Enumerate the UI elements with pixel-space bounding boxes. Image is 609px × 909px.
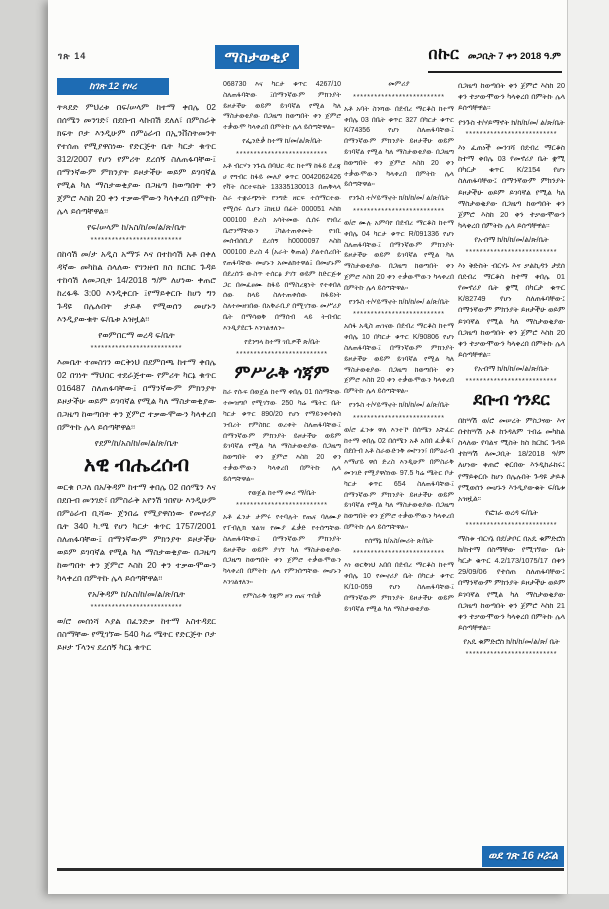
office-signature: የወምበርማ ወረዳ ፍ/ቤት: [98, 330, 175, 340]
text-column-1: [57, 101, 216, 865]
issue-date: መጋቢት 7 ቀን 2018 ዓ.ም: [467, 51, 561, 62]
office-signature: የንጉስ ተ/ሃይማኖት ክ/ከ/ከ/መ/ ል/ጽ/ቤት: [458, 117, 565, 127]
notice-paragraph: አቶ ብርሃን ንጉሴ በባህር ዳር ከተማ ከፋይ ደረጃ ሀ የግብር ከፋይ መለያ ቁጥር 0042062426 የቫት ሰርተፍኬት 13335130013 በጠቅላላ ስራ ተቋራጭነት የንግድ ዘርፍ ተሰማርተው የሚሰሩ ሲሆን ፤ከዚህ በፊት 000051 እስከ 000100 ድረስ አሳትመው ሲሰሩ የነበረ ቤሮንማቸውን ፤ካልተጠቀመት የገቢ መሰብሰቢያ ደረሰኝ h0000097 እስከ 000100 ድረስ 4 (አራት ቅጠል) ያልተሰረበት የጠፋባቸው መሆኑን አመልክተዋል፤ በመሆኑም በደረሰኙ ውስጥ ተሰርፅ ያገኘ ወይም ከድርጅቱ ጋር በመፈፀሙ ከፋይ በማስረጃነት የተቀበለ ሰው ከላይ ስለተጠቀሰው ከፋይነት ስለተመዘገበው በአቅራቢያ በሚገኘው መሥሪያ ቤት በማሳወቅ በማሰብ ላይ ትብብር እንዲያደርጉ እንገልፃለን፡፡: [223, 162, 341, 332]
office-signature: የአብማ ክ/ከ/ከ/መ/ል/ጽ/ቤት: [474, 235, 549, 245]
region-heading: አዊ ብሔረሰብ: [83, 454, 190, 476]
office-signature: የንጉስ ተ/ሃይማኖት ክ/ከ/ከ/መ/ ል/ጽ/ቤት: [348, 298, 450, 306]
stars-divider: **************************: [236, 351, 328, 359]
text-column-3: [344, 80, 454, 866]
stars-divider: **************************: [353, 550, 445, 558]
notice-paragraph: በከሣሽ ወ/ሮ መሠረት ምስጋናው እና በተከሣሽ አቶ ከንዳለም ገብሬ መካከል ስላለው የባልና ሚስት ክስ ክርክር ጉዳይ ተከሣሽ ለመጋቢት 18/2018 ዓ/ም ለሆነው ቀጠሮ ቀርበው እንዲከራከሩ፤ የማይቀርቡ ከሆነ በሌሉበት ጉዳዩ ታይቶ የሚወሰን መሆኑን እንዲያውቁት ፍ/ቤቱ አዝዟል፡፡: [458, 415, 565, 504]
office-signature: የፎገራ ወረዳ ፍ/ቤት: [485, 508, 538, 518]
notice-paragraph: ወ/ሮ ፈንቱ ዋለ እንተኾ በሰሜን አቸፈር ከተማ ቀበሌ 02 በሰሜን አቶ አበበ ፈቃዱ፣ በደቡብ አቶ ስራውድንቅ መኮንን፣ በምዕራብ እማሆይ ዋሰ ድረስ እንዲሁም በምስራቅ መንገድ የሚያዋስነው 97.5 ካሬ ሜትር ቦታ ካርታ ቁጥር 654 ስለጠፋባቸው፤ በማንኛውም ምክንያት ይዞታችሁ ወይም ይገባኛል የሚል ካለ ማስታወቂያው በጋዜጣ ከወጣበት ቀን ጀምሮ ተቃውሞውን ካላቀረበ በምትኩ ሌላ ይሰጣቸዋል፡፡: [344, 426, 454, 531]
notice-paragraph: እነ ወርቅነህ አበበ በደብረ ማርቆስ ከተማ ቀበሌ 10 የመኖሪያ ቤት በካርታ ቁጥር K/10-059 የሆነ ስለጠፋባቸው፤ በማንኛውም ምክንያት ይዞታችሁ ወይም ይገባኛል የሚል ካለ ማስታወቂያው: [344, 562, 454, 613]
notice-paragraph: ወርቁ ቦጋለ በአ/ቅዳም ከተማ ቀበሌ 02 በሰሜን እና በደቡብ መንገድ፣ በምስራቅ አየንሽ ገበየሁ እንዲሁም በምዕራብ ቢሻው ጀንበሬ የሚያዋስነው የመኖሪያ ቤት 340 ካ.ሜ የሆነ ካርታ ቁጥር 1757/2001 ስለጠፋባቸው፤ በማንኛውም ምክንያት ይዞታችሁ ወይም ይገባኛል የሚል ካለ ማስታወቂያው በጋዜጣ ከወጣበት ቀን ጀምሮ እስከ 20 ቀን ተቃውሞውን ካላቀረበ በምትኩ ሌላ ይሰጣቸዋል፡፡: [57, 482, 216, 583]
office-signature: የአዴ ቁምድሮስ ክ/ከ/ከ/መ/ል/ጽ/ ቤት: [463, 637, 560, 647]
stars-divider: **************************: [465, 130, 558, 138]
office-signature: የአ/ቅዳም ከ/አስ/ከ/መ/ል/ጽ/ቤት: [87, 589, 186, 599]
office-signature: የፍ/ሠላም ከ/አስ/ከ/መ/ል/ጽ/ቤት: [87, 222, 186, 232]
notice-paragraph: ወ/ሮ መሰነሻ እያል በፈንድቃ ከተማ አስተዳደር በስማቸው የሚገኘው 540 ካሬ ሜትር የድርጅት ቦታ ይዞታ ፕላንና ደረሰኝ ካርኔ ቁጥር: [57, 616, 216, 652]
stars-divider: **************************: [465, 650, 558, 658]
text-column-2: [223, 80, 341, 866]
notice-paragraph: ወ/ሮ ሙሉ አምባየ በደብረ ማርቆስ ከተማ ቀበሌ 04 ካርታ ቁጥር R/091336 የሆነ ስለጠፋባቸው፤ በማንኛውም ምክንያት ይዞታችሁ ወይም ይገባኛል የሚል ካለ ማስታወቂያው በጋዜጣ ከወጣበት ቀን ጀምሮ እስከ 20 ቀን ተቃውሞውን ካላቀረበ በምትኩ ሌላ ይሰጣቸዋል፡፡: [344, 219, 454, 292]
stars-divider: **************************: [353, 414, 445, 422]
stars-divider: **************************: [353, 207, 445, 215]
notice-paragraph: ከራ የሱፍ በወጀል ከተማ ቀበሌ 01 በስማቸው ተመዝግቦ የሚገኘው 250 ካሬ ሜትር ቤት ካርታ ቁጥር 890/20 የሆነ የማይንቀሳቀስ ንብረት የምስክር ወረቀት ስለጠፋባቸው፤ በማንኛውም ምክንያት ይዞታችሁ ወይም ይገባኛል የሚል ካለ ማስታወቂያው በጋዜጣ ከወጣበት ቀን ጀምሮ እስከ 20 ቀን ተቃውሞውን ካላቀረበ በምትኩ ሌላ ይሰጣቸዋል፡፡: [223, 389, 341, 483]
office-signature: የንጉስ ተ/ሃይማኖት ክ/ከ/ከ/መ/ ል/ጽ/ቤት: [348, 195, 450, 203]
stars-divider: **************************: [465, 377, 558, 385]
notice-paragraph: እነ ቅድስት ብርሃኑ እና ቃልኪዳን ታደሰ በደብረ ማርቆስ ከተማ ቀበሌ 01 የመኖሪያ ቤት ቋሚ በካርታ ቁጥር K/82749 የሆነ ስለጠፋባቸው፤ በማንኛውም ምክንያት ይዞታችሁ ወይም ይገባኛል የሚል ካለ ማስታወቂያው በጋዜጣ ከወጣበት ቀን ጀምሮ እስከ 20 ቀን ተቃውሞውን ካላቀረበ በምትኩ ሌላ ይሰጣቸዋል፡፡: [458, 260, 565, 360]
office-signature: የወጀል ከተማ መሪ ማ/ቤት: [248, 489, 316, 497]
office-signature: የአብማ ክ/ከ/ከ/መ/ል/ጽ/ቤት: [474, 364, 549, 374]
office-signature: የደም/ከ/አስ/ከ/መ/ል/ጽ/ቤት: [94, 438, 179, 448]
notice-paragraph: በጋዜጣ ከወጣበት ቀን ጀምሮ እስከ 20 ቀን ተቃውሞውን ካላቀረበ በምትኩ ሌላ ይሰጣቸዋል፡፡: [458, 81, 565, 113]
office-signature: የደንግላ ከተማ ገቢዎች ጽ/ቤት: [244, 338, 320, 346]
notice-paragraph: በከሳሽ መ/ታ አዲስ አማኙ እና በተከሳሽ አቶ በቀለ ዳኛው መካከል ስላለው የገንዘብ ክስ ክርክር ጉዳይ ተከሳሽ ለመጋቢት 14/2018 ዓ/ም ለሆነው ቀጠሮ ከረፋዱ 3:00 እንዲቀርቡ ፤የማይቀርቡ ከሆነ ግን ጉዳዩ በሌሉበት ታይቶ የሚወሰን መሆኑን እንዲያውቁት ፍ/ቤቱ አዝዟል፡፡: [57, 249, 216, 324]
stars-divider: **************************: [465, 248, 558, 256]
notice-paragraph: እነ ፈጠነች መንገሻ በደብረ ማርቆስ ከተማ ቀበሌ 03 የመኖሪያ ቤት ቋሚ በካርታ ቁጥር K/2154 የሆነ ስለጠፋባቸው፤ በማንኛውም ምክንያት ይዞታችሁ ወይም ይገባኛል የሚል ካለ ማስታወቂያው በጋዜጣ ከወጣበት ቀን ጀምሮ እስከ 20 ቀን ተቃውሞውን ካላቀረበ በምትኩ ሌላ ይሰጣቸዋል፡፡: [458, 142, 565, 231]
continued-from-badge: ከገጽ 12 የዞረ: [57, 78, 169, 95]
notice-paragraph: ትጻደድ ምህረቱ በፍ/ሠላም ከተማ ቀበሌ 02 በሰሜን መንገድ፣ በደቡብ ላኩበሽ ደለለ፣ በምስራቅ ክፍት ቦታ እንዲሁም በምዕራብ በኢንቨስትመንት የተሰጠ የሚያዋስነው የድርጅት ቤት ካርታ ቁጥር 312/2007 የሆነ የምሪት ደረሰኝ ስለጠፋባቸው፤ በማንኛውም ምክንያት ይዞታችሁ ወይም ይገባኛል የሚል ካለ ማስታወቂያው በጋዜጣ ከወጣበት ቀን ጀምሮ እስከ 20 ቀን ተቃውሞውን ካላቀረበ በምትኩ ሌላ ይሰጣቸዋል፡፡: [57, 102, 216, 216]
region-heading: ምሥራቅ ጎጃም: [234, 363, 330, 383]
office-signature: የምስራቅ ጎጃም ዞን ጤና ጥበቃ: [242, 592, 322, 600]
stars-divider: **************************: [465, 521, 558, 529]
page-number-label: ገጽ 14: [58, 51, 87, 61]
newspaper-name: በኩር: [428, 46, 460, 63]
notice-paragraph: እመቤት ተመስገን ወርቅነህ በደምበጫ ከተማ ቀበሌ 02 በገነት ማህበር ተደራጅተው የምሪት ካርኔ ቁጥር 016487 ስለጠፋባቸው፤ በማንኛውም ምክንያት ይዞታችሁ ወይም ይገባኛል የሚል ካለ ማስታወቂያው በጋዜጣ ከወጣበት ቀን ጀምሮ ተቃውሞውን ካላቀረበ በምትኩ ሌላ ይሰጣቸዋል፡፡: [57, 357, 216, 432]
page-bottom-rule: [57, 868, 564, 871]
paper-fold-edge: [567, 0, 609, 894]
stars-divider: **************************: [90, 237, 183, 244]
masthead-section-title: ማስታወቂያ: [215, 45, 299, 69]
text-column-4: [458, 80, 565, 842]
stars-divider: **************************: [236, 502, 328, 510]
stars-divider: **************************: [353, 93, 445, 101]
continued-to-badge: ወደ ገጽ 16 ዞሯል: [482, 846, 564, 867]
notice-paragraph: አቶ አባት ስንሻው በደብረ ማርቆስ ከተማ ቀበሌ 03 በቤት ቁጥር 327 በካርታ ቁጥር K/74356 የሆነ ስለጠፋባቸው፤ በማንኛውም ምክንያት ይዞታችሁ ወይም ይገባኛል የሚል ካለ ማስታወቂያው በጋዜጣ ከወጣበት ቀን ጀምሮ እስከ 20 ቀን ተቃውሞውን ካላቀረበ በምትኩ ሌላ ይሰጣቸዋል፡፡: [344, 105, 454, 189]
office-signature: የፌንድቃ ከተማ ከ/መ/ል/ጽ/ቤት: [242, 137, 322, 145]
newspaper-page: [48, 0, 567, 894]
stars-divider: **************************: [90, 345, 183, 352]
region-heading: ደቡብ ጎንደር: [473, 389, 550, 409]
notice-paragraph: 068730 እና ካርታ ቁጥር 4267/10 ስለጠፋባቸው ፤በማንኛውም ምክንያት ይዞታችሁ ወይም ይገባኛል የሚል ካለ ማስታወቂያው በጋዜጣ ከወጣበት ቀን ጀምሮ ተቃውሞ ካላቀረበ በምትኩ ሌላ ይሰጣቸዋል፡፡: [223, 81, 341, 132]
notice-paragraph: አሰፋ አዲስ ጠገናው በደብረ ማርቆስ ከተማ ቀበሌ 10 በካርታ ቁጥር K/90806 የሆነ ስለጠፋባቸው፤ በማንኛውም ምክንያት ይዞታችሁ ወይም ይገባኛል የሚል ካለ ማስታወቂያው በጋዜጣ ከወጣበት ቀን ጀምሮ እስከ 20 ቀን ተቃውሞውን ካላቀረበ በምትኩ ሌላ ይሰጣቸዋል፡፡: [344, 323, 454, 396]
office-signature: የንጉስ ተ/ሃይማኖት ክ/ከ/ከ/መ/ ል/ጽ/ቤት: [348, 401, 450, 409]
stars-divider: **************************: [353, 311, 445, 319]
office-signature: መምሪያ: [388, 81, 410, 88]
masthead-right: [371, 46, 561, 64]
office-signature: የሰማኔ ከ/አስ/መሪት ጽ/ቤት: [364, 537, 434, 545]
stars-divider: **************************: [236, 150, 328, 158]
notice-paragraph: አቶ ፈንታ ታምሩ የተባሉት የጤና ባለሙያ የፐብሊክ ሄልዝ የሙያ ፈቃድ የተሰጣቸው ስለጠፋባቸው፤ በማንኛውም ምክንያት ይዞታችሁ ወይም ያገኘ ካለ ማስታወቂያው በጋዜጣ ከወጣበት ቀን ጀምሮ ተቃውሞውን ካላቀረበ በምትኩ ሌላ የምንሰጣቸው መሆኑን እንገልፃለን፡፡: [223, 514, 341, 587]
masthead-rule: [428, 71, 562, 73]
notice-paragraph: ማስቱ ብርሃኔ በደ/ታቦር በአዴ ቁምድሮስ ክ/ከተማ በስማቸው የሚገኘው ቤት ካርታ ቁጥር 4.2/173/1075/17 በቀን 29/09/06 የተሰጠ ስለጠፋባቸው፤ በማንኛውም ምክንያት ይዞታችሁ ወይም ይገባኛል የሚል ካለ ማስታወቂያው በጋዜጣ ከወጣበት ቀን ጀምሮ እስከ 21 ቀን ተቃውሞውን ካላቀረበ በምትኩ ሌላ ይሰጣቸዋል፡፡: [458, 533, 565, 633]
stars-divider: **************************: [90, 604, 183, 611]
